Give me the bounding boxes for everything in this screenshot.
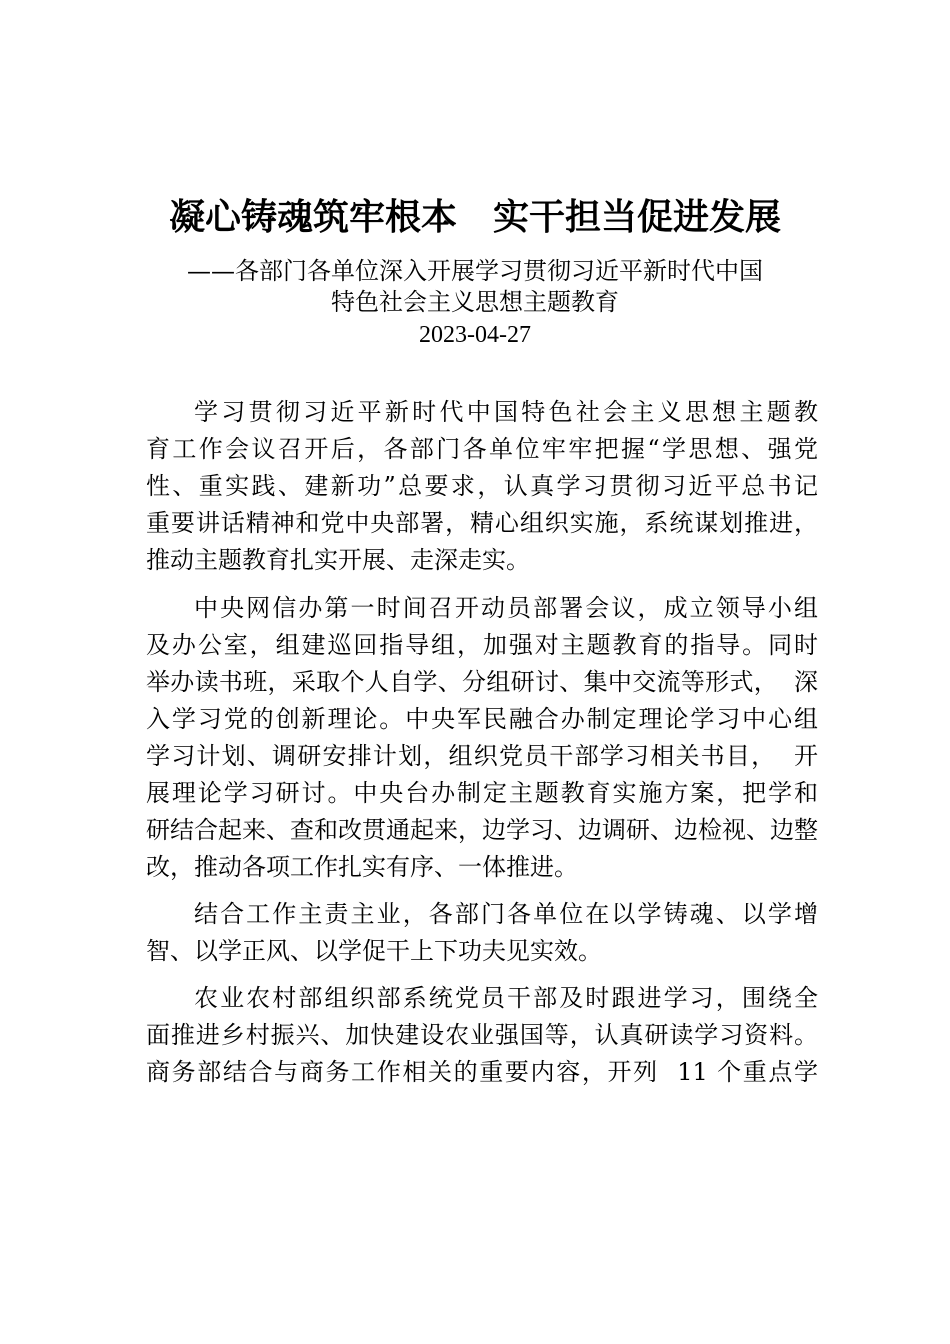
body-line: 学习计划、调研安排计划，组织党员干部学习相关书目， 开 [146,742,818,770]
document-title: 凝心铸魂筑牢根本 实干担当促进发展 [168,196,781,238]
document-date: 2023-04-27 [419,322,531,348]
body-line: 结合工作主责主业，各部门各单位在以学铸魂、以学增 [194,900,818,928]
body-line: 举办读书班，采取个人自学、分组研讨、集中交流等形式， 深 [146,668,818,696]
body-line: 展理论学习研讨。中央台办制定主题教育实施方案，把学和 [146,779,818,807]
body-line: 性、重实践、建新功”总要求，认真学习贯彻习近平总书记 [146,472,818,500]
body-line: 推动主题教育扎实开展、走深走实。 [146,546,530,574]
body-line: 重要讲话精神和党中央部署，精心组织实施，系统谋划推进， [146,509,818,537]
body-line: 农业农村部组织部系统党员干部及时跟进学习，围绕全 [194,984,818,1012]
body-line: 及办公室，组建巡回指导组，加强对主题教育的指导。同时 [146,631,818,659]
body-line: 面推进乡村振兴、加快建设农业强国等，认真研读学习资料。 [146,1021,818,1049]
document-subtitle-line-2: 特色社会主义思想主题教育 [331,288,619,316]
body-line: 育工作会议召开后，各部门各单位牢牢把握“学思想、强党 [146,435,818,463]
body-line: 研结合起来、查和改贯通起来，边学习、边调研、边检视、边整 [146,816,818,844]
body-line: 智、以学正风、以学促干上下功夫见实效。 [146,937,602,965]
body-line: 中央网信办第一时间召开动员部署会议，成立领导小组 [194,594,818,622]
body-line: 商务部结合与商务工作相关的重要内容，开列 11 个重点学 [146,1058,818,1086]
document-subtitle-line-1: ——各部门各单位深入开展学习贯彻习近平新时代中国 [187,257,763,285]
body-line: 学习贯彻习近平新时代中国特色社会主义思想主题教 [194,398,818,426]
body-line: 入学习党的创新理论。中央军民融合办制定理论学习中心组 [146,705,818,733]
body-line: 改，推动各项工作扎实有序、一体推进。 [146,853,578,881]
